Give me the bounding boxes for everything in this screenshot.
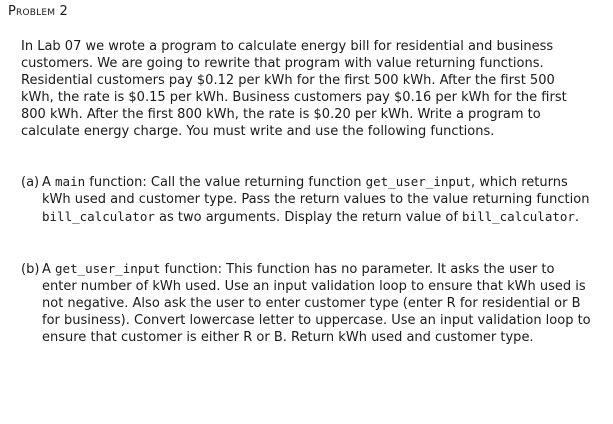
item-a-text-5: .	[574, 210, 580, 225]
item-a-code-bill-calculator: bill_calculator	[42, 209, 155, 224]
list-item-b	[21, 260, 591, 346]
list-marker-b: (b)	[21, 262, 40, 277]
item-b-text-2: function: This function has no parameter. It asks the user to enter number of kWh used. Use an input validation loop to ensure that kWh used is not negative. Also ask the user to enter customer type (enter R for residential or B for business). Convert lowercase letter to uppercase. Use an input validation loop to ensure that customer is either R or B. Return kWh used and customer type.	[42, 262, 591, 345]
item-a-text-3: , which returns kWh used and customer type. Pass the return values to the value returning function	[42, 175, 590, 207]
item-a-text-2: function: Call the value returning function	[85, 175, 366, 190]
list-item-a	[21, 173, 591, 226]
problem-intro: In Lab 07 we wrote a program to calculate energy bill for residential and business customers. We are going to rewrite that program with value returning functions. Residential customers pay $0.12 per kWh for the first 500 kWh. After the first 500 kWh, the rate is $0.15 per kWh. Business customers pay $0.16 per kWh for the first 800 kWh. After the first 800 kWh, the rate is $0.20 per kWh. Write a program to calculate energy charge. You must write and use the following functions.	[21, 39, 567, 139]
item-b-text-1: A	[42, 262, 56, 277]
item-a-code-get-user-input: get_user_input	[365, 174, 471, 189]
list-item-a-text	[21, 173, 591, 226]
list-item-b-text	[21, 260, 591, 346]
item-a-code-bill-calculator-2: bill_calculator	[462, 209, 575, 224]
problem-heading: Problem 2	[8, 4, 69, 19]
list-marker-a: (a)	[21, 175, 40, 190]
item-b-code-get-user-input: get_user_input	[55, 261, 161, 276]
item-a-text-1: A	[42, 175, 56, 190]
item-a-code-main: main	[55, 174, 86, 189]
item-a-text-4: as two arguments. Display the return value of	[154, 210, 463, 225]
